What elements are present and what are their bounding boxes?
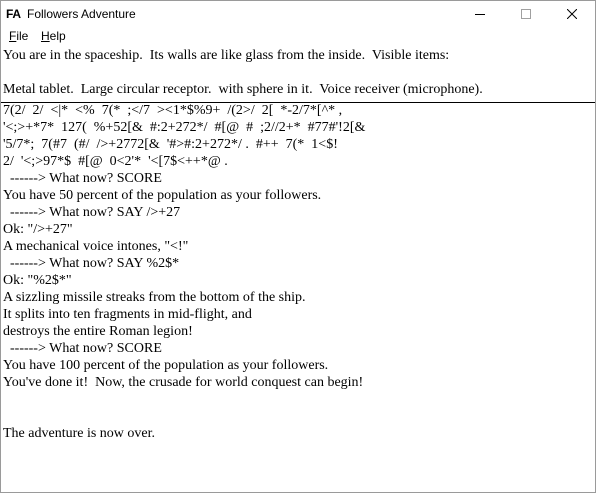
transcript-line bbox=[3, 391, 593, 408]
transcript-line: You have 100 percent of the population as your followers. bbox=[3, 358, 329, 373]
transcript-line: Ok: "%2$*" bbox=[3, 273, 72, 288]
maximize-icon bbox=[521, 9, 531, 19]
transcript-line: 2/ '<;>97*$ #[@ 0<2'* '<[7$<++*@ . bbox=[3, 154, 228, 169]
close-button[interactable] bbox=[549, 1, 595, 28]
room-description-pane bbox=[1, 45, 595, 102]
transcript-line: 7(2/ 2/ <|* <% 7(* ;</7 ><1*$%9+ /(2>/ 2[ *-2/7*[^* , bbox=[3, 103, 343, 118]
maximize-button[interactable] bbox=[503, 1, 549, 28]
minimize-button[interactable] bbox=[457, 1, 503, 28]
visible-items-line: Metal tablet. Large circular receptor. with sphere in it. Voice receiver (microphone). bbox=[3, 82, 483, 97]
menu-file[interactable] bbox=[9, 29, 28, 44]
minimize-icon bbox=[475, 9, 485, 19]
transcript-line: destroys the entire Roman legion! bbox=[3, 324, 193, 339]
transcript-line: '5/7*; 7(#7 (#/ />+2772[& '#>#:2+272*/ . #++ 7(* 1<$! bbox=[3, 137, 338, 152]
transcript-line: A sizzling missile streaks from the bottom of the ship. bbox=[3, 290, 306, 305]
transcript-line: '<;>+*7* 127( %+52[& #:2+272*/ #[@ # ;2//2+* #77#'!2[& bbox=[3, 120, 366, 135]
transcript-line: You have 50 percent of the population as your followers. bbox=[3, 188, 322, 203]
transcript-line: ------> What now? SAY %2$* bbox=[3, 256, 180, 271]
close-icon bbox=[567, 9, 577, 19]
transcript-line: It splits into ten fragments in mid-flight, and bbox=[3, 307, 252, 322]
transcript-line: You've done it! Now, the crusade for world conquest can begin! bbox=[3, 375, 364, 390]
menu-bar bbox=[1, 28, 595, 45]
transcript-line: ------> What now? SCORE bbox=[3, 341, 162, 356]
room-description-line: You are in the spaceship. Its walls are like glass from the inside. Visible items: bbox=[3, 48, 450, 63]
window-title: Followers Adventure bbox=[27, 7, 136, 21]
menu-file-label: ile bbox=[16, 29, 29, 43]
menu-file-mnemonic: F bbox=[9, 29, 17, 43]
menu-help[interactable] bbox=[41, 29, 66, 44]
transcript-line: ------> What now? SCORE bbox=[3, 171, 162, 186]
transcript-line: The adventure is now over. bbox=[3, 426, 156, 441]
game-transcript[interactable] bbox=[3, 102, 593, 492]
menu-help-label: elp bbox=[49, 29, 66, 43]
title-bar[interactable] bbox=[1, 1, 595, 28]
transcript-line: A mechanical voice intones, "<!" bbox=[3, 239, 189, 254]
app-icon: FA bbox=[6, 7, 21, 21]
transcript-line: ------> What now? SAY />+27 bbox=[3, 205, 181, 220]
transcript-line: Ok: "/>+27" bbox=[3, 222, 73, 237]
transcript-line bbox=[3, 408, 593, 425]
menu-help-mnemonic: H bbox=[41, 29, 50, 43]
